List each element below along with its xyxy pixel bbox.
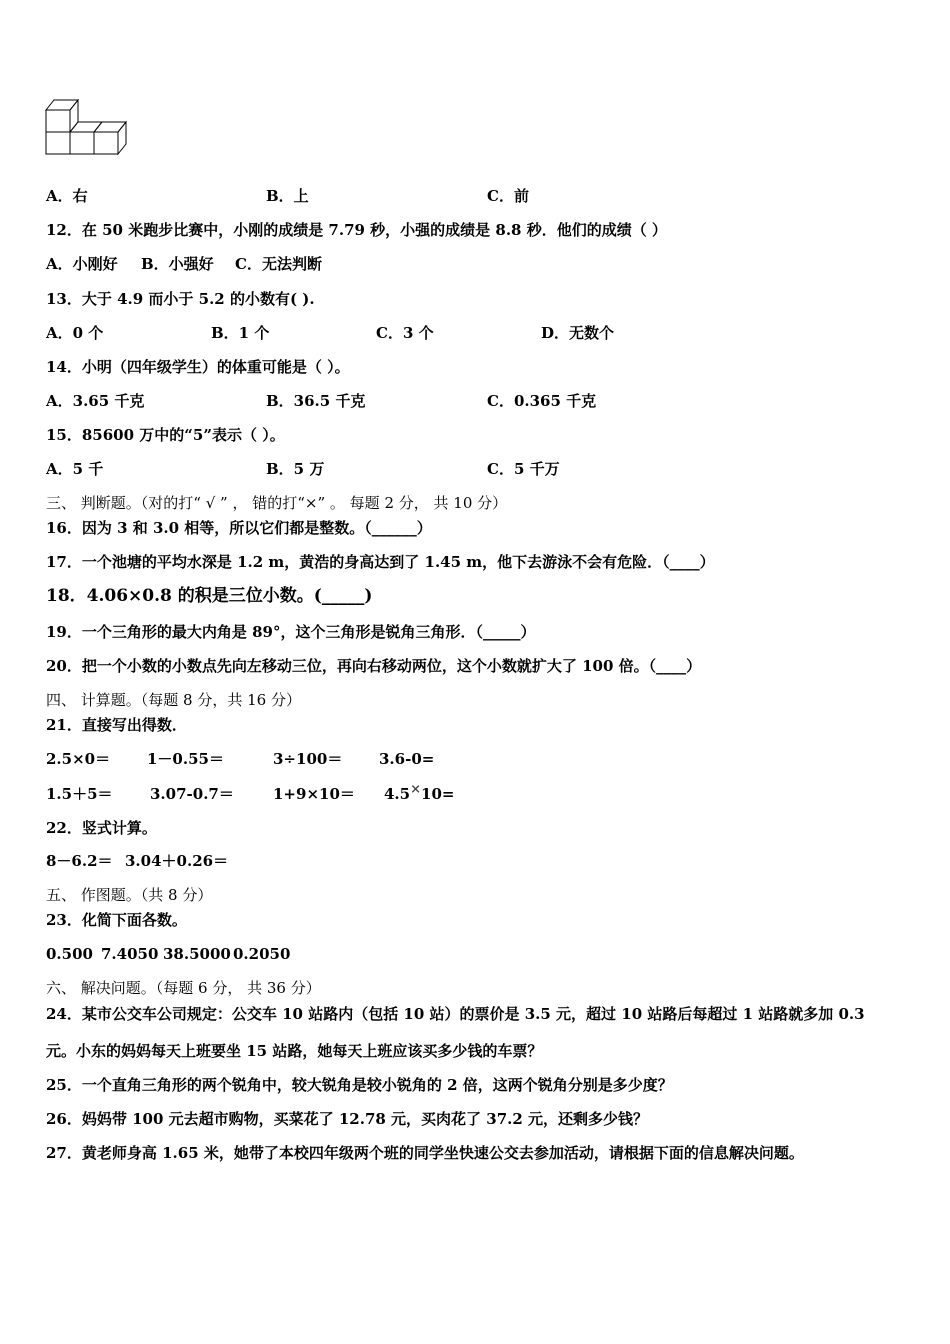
q21-item-result: 10=	[421, 785, 455, 803]
q14-stem: 14．小明（四年级学生）的体重可能是（ ）。	[46, 358, 350, 376]
q13-option-a[interactable]: A．0 个	[46, 324, 104, 342]
q24-line-2: 元。小东的妈妈每天上班要坐 15 站路，她每天上班应该买多少钱的车票？	[46, 1042, 543, 1060]
q12-option-c[interactable]: C．无法判断	[235, 255, 322, 273]
q16-text: 16．因为 3 和 3.0 相等，所以它们都是整数。（______）	[46, 519, 432, 537]
q22-stem: 22．竖式计算。	[46, 819, 157, 837]
section-6-heading: 六、 解决问题。（每题 6 分， 共 36 分）	[46, 979, 321, 997]
q24-line-1: 24．某市公交车公司规定：公交车 10 站路内（包括 10 站）的票价是 3.5 元，超过 10 站路后每超过 1 站路就多加 0.3	[46, 1005, 865, 1023]
q21-item: 3.07-0.7＝	[150, 785, 234, 803]
q14-option-b[interactable]: B．36.5 千克	[266, 392, 366, 410]
q26-text: 26．妈妈带 100 元去超市购物，买菜花了 12.78 元，买肉花了 37.2 元，还剩多少钱？	[46, 1110, 649, 1128]
q21-stem: 21．直接写出得数．	[46, 716, 187, 734]
q14-option-a[interactable]: A．3.65 千克	[46, 392, 145, 410]
q21-item: 3÷100＝	[273, 750, 343, 768]
q23-item: 38.5000	[163, 945, 231, 963]
q22-item: 8－6.2＝	[46, 852, 113, 870]
q12-option-b[interactable]: B．小强好	[141, 255, 214, 273]
q11-option-a[interactable]: A．右	[46, 187, 88, 205]
q19-text: 19．一个三角形的最大内角是 89°，这个三角形是锐角三角形．（_____）	[46, 623, 536, 641]
q17-text: 17．一个池塘的平均水深是 1.2 m，黄浩的身高达到了 1.45 m，他下去游泳不会有危险．（____）	[46, 553, 715, 571]
q21-item: 3.6-0=	[379, 750, 435, 768]
q22-item: 3.04＋0.26＝	[125, 852, 229, 870]
section-4-heading: 四、 计算题。（每题 8 分，共 16 分）	[46, 691, 301, 709]
q13-option-c[interactable]: C．3 个	[376, 324, 434, 342]
q25-text: 25．一个直角三角形的两个锐角中，较大锐角是较小锐角的 2 倍，这两个锐角分别是多少度？	[46, 1076, 673, 1094]
q23-stem: 23．化简下面各数。	[46, 911, 187, 929]
q20-text: 20．把一个小数的小数点先向左移动三位，再向右移动两位，这个小数就扩大了 100 倍。（____）	[46, 657, 702, 675]
q21-item: 1.5＋5＝	[46, 785, 113, 803]
q21-item-multiply	[384, 784, 454, 806]
q21-item: 1－0.55＝	[147, 750, 224, 768]
q11-option-b[interactable]: B．上	[266, 187, 309, 205]
q13-option-d[interactable]: D．无数个	[541, 324, 615, 342]
cube-stack-figure	[44, 98, 136, 156]
q23-item: 7.4050	[101, 945, 159, 963]
q11-option-c[interactable]: C．前	[487, 187, 529, 205]
section-5-heading: 五、 作图题。（共 8 分）	[46, 886, 213, 904]
q14-option-c[interactable]: C．0.365 千克	[487, 392, 597, 410]
section-3-heading: 三、 判断题。（对的打“ √ ” ， 错的打“×” 。 每题 2 分， 共 10 分）	[46, 494, 508, 512]
q12-option-a[interactable]: A．小刚好	[46, 255, 118, 273]
q23-item: 0.2050	[233, 945, 291, 963]
times-symbol: ×	[410, 782, 422, 797]
q15-stem: 15．85600 万中的“5”表示（ ）。	[46, 426, 285, 444]
q13-option-b[interactable]: B．1 个	[211, 324, 270, 342]
q21-item-value: 4.5	[384, 785, 411, 803]
q13-stem: 13．大于 4.9 而小于 5.2 的小数有( ).	[46, 290, 315, 308]
q15-option-c[interactable]: C．5 千万	[487, 460, 560, 478]
q18-text: 18．4.06×0.8 的积是三位小数。(_____)	[46, 586, 373, 606]
q21-item: 2.5×0＝	[46, 750, 111, 768]
q15-option-a[interactable]: A．5 千	[46, 460, 104, 478]
q23-item: 0.500	[46, 945, 93, 963]
q12-stem: 12．在 50 米跑步比赛中，小刚的成绩是 7.79 秒，小强的成绩是 8.8 秒．他们的成绩（ ）	[46, 221, 667, 239]
q15-option-b[interactable]: B．5 万	[266, 460, 325, 478]
q27-text: 27．黄老师身高 1.65 米，她带了本校四年级两个班的同学坐快速公交去参加活动，请根据下面的信息解决问题。	[46, 1144, 804, 1162]
q21-item: 1+9×10＝	[273, 785, 355, 803]
